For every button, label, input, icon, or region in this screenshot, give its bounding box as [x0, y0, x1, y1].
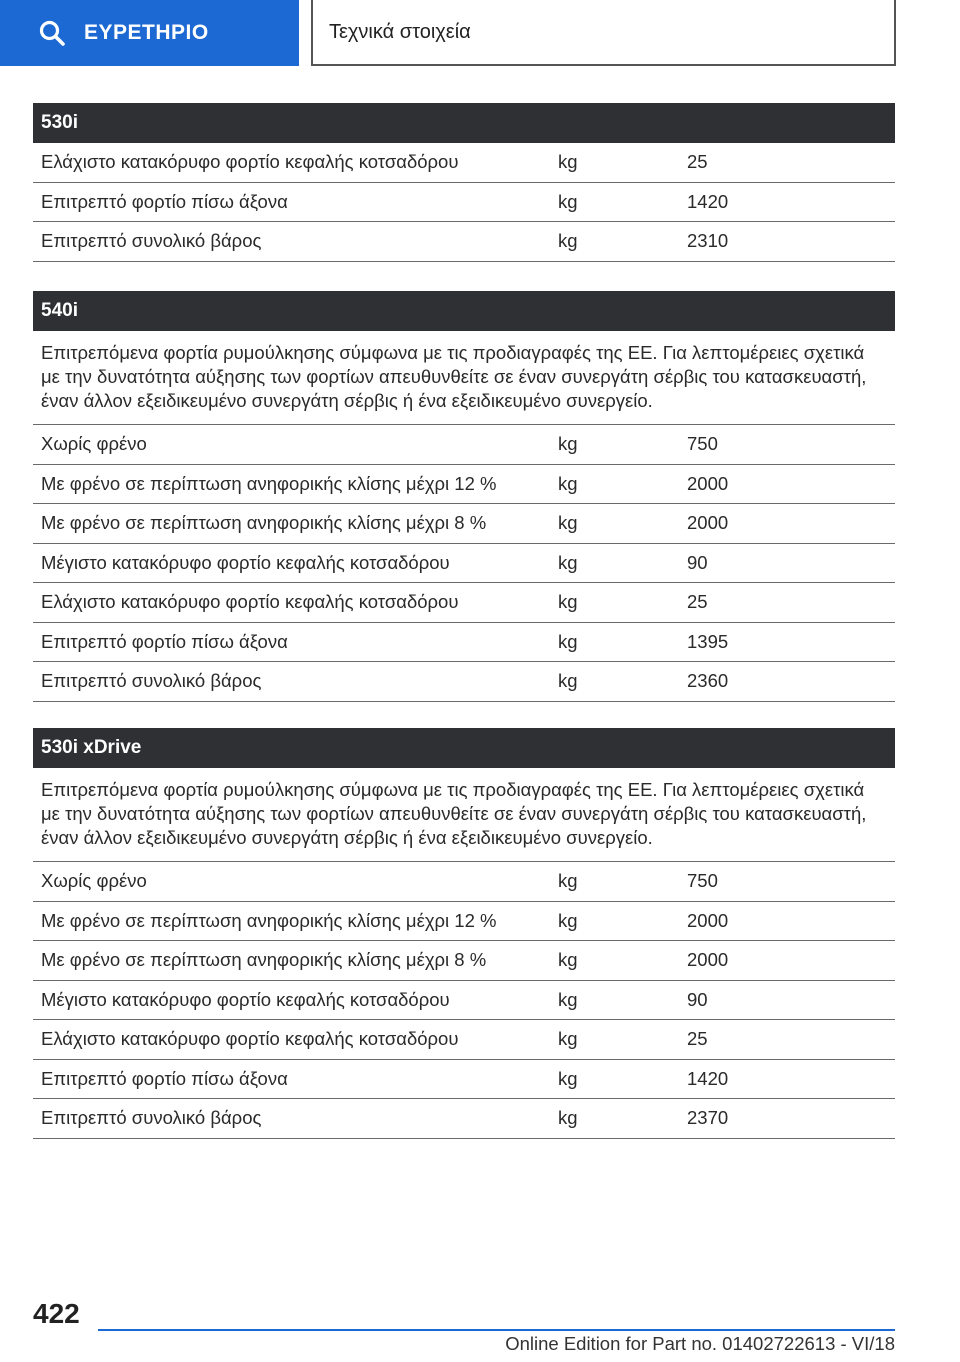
- table-title: 540i: [33, 291, 895, 331]
- row-unit: kg: [558, 1028, 578, 1050]
- row-label: Με φρένο σε περίπτωση ανηφορικής κλίσης μέχρι 12 %: [41, 909, 497, 931]
- index-button[interactable]: [0, 0, 299, 66]
- row-value: 1420: [687, 190, 729, 212]
- spec-table-540i: [33, 291, 895, 702]
- row-unit: kg: [558, 512, 578, 534]
- table-row: [33, 504, 895, 544]
- row-unit: kg: [558, 1107, 578, 1129]
- table-row: [33, 862, 895, 902]
- table-title: 530i: [33, 103, 895, 143]
- row-label: Με φρένο σε περίπτωση ανηφορικής κλίσης μέχρι 8 %: [41, 949, 487, 971]
- footer-divider: [98, 1329, 895, 1331]
- row-value: 25: [687, 591, 708, 613]
- row-value: 90: [687, 988, 708, 1010]
- row-value: 25: [687, 1028, 708, 1050]
- row-label: Με φρένο σε περίπτωση ανηφορικής κλίσης μέχρι 8 %: [41, 512, 487, 534]
- table-row: [33, 222, 895, 262]
- edition-text: Online Edition for Part no. 01402722613 - VI/18: [505, 1333, 895, 1354]
- search-icon: [38, 19, 66, 47]
- row-label: Επιτρεπτό συνολικό βάρος: [41, 230, 262, 252]
- table-row: [33, 583, 895, 623]
- row-label: Ελάχιστο κατακόρυφο φορτίο κεφαλής κοτσαδόρου: [41, 591, 459, 613]
- table-row: [33, 1060, 895, 1100]
- table-row: [33, 662, 895, 702]
- row-value: 25: [687, 151, 708, 173]
- row-value: 2310: [687, 230, 729, 252]
- row-unit: kg: [558, 1067, 578, 1089]
- row-unit: kg: [558, 870, 578, 892]
- table-row: [33, 1020, 895, 1060]
- row-value: 2370: [687, 1107, 729, 1129]
- header: [0, 0, 960, 66]
- table-note: Επιτρεπόμενα φορτία ρυμούλκησης σύμφωνα με τις προδιαγραφές της ΕΕ. Για λεπτομέρειες σχετικά με την δυνατότητα αύξησης των φορτίων απευθυνθείτε σε έναν συνεργάτη σέρβις του κατασκευαστή, έναν άλλον εξειδικευμένο συνεργάτη σέρβις ή ένα εξειδικευμένο συνεργείο.: [33, 331, 895, 425]
- row-label: Χωρίς φρένο: [41, 870, 147, 892]
- row-unit: kg: [558, 909, 578, 931]
- row-label: Επιτρεπτό φορτίο πίσω άξονα: [41, 630, 288, 652]
- row-label: Επιτρεπτό συνολικό βάρος: [41, 1107, 262, 1129]
- row-value: 2000: [687, 949, 729, 971]
- table-row: [33, 981, 895, 1021]
- row-value: 2000: [687, 472, 729, 494]
- row-value: 1420: [687, 1067, 729, 1089]
- row-unit: kg: [558, 988, 578, 1010]
- table-row: [33, 465, 895, 505]
- table-row: [33, 183, 895, 223]
- row-unit: kg: [558, 433, 578, 455]
- row-value: 2000: [687, 512, 729, 534]
- row-unit: kg: [558, 230, 578, 252]
- page-number: 422: [33, 1298, 80, 1329]
- spec-table-530i: [33, 103, 895, 262]
- table-note: Επιτρεπόμενα φορτία ρυμούλκησης σύμφωνα με τις προδιαγραφές της ΕΕ. Για λεπτομέρειες σχετικά με την δυνατότητα αύξησης των φορτίων απευθυνθείτε σε έναν συνεργάτη σέρβις του κατασκευαστή, έναν άλλον εξειδικευμένο συνεργάτη σέρβις ή ένα εξειδικευμένο συνεργείο.: [33, 768, 895, 862]
- row-unit: kg: [558, 949, 578, 971]
- spec-table-530i-xdrive: [33, 728, 895, 1139]
- row-label: Επιτρεπτό φορτίο πίσω άξονα: [41, 190, 288, 212]
- row-unit: kg: [558, 472, 578, 494]
- table-row: [33, 544, 895, 584]
- section-title[interactable]: Τεχνικά στοιχεία: [311, 0, 896, 66]
- table-row: [33, 941, 895, 981]
- table-row: [33, 1099, 895, 1139]
- row-value: 90: [687, 551, 708, 573]
- row-unit: kg: [558, 151, 578, 173]
- row-unit: kg: [558, 591, 578, 613]
- row-label: Επιτρεπτό φορτίο πίσω άξονα: [41, 1067, 288, 1089]
- row-unit: kg: [558, 551, 578, 573]
- row-label: Μέγιστο κατακόρυφο φορτίο κεφαλής κοτσαδόρου: [41, 988, 450, 1010]
- table-row: [33, 143, 895, 183]
- row-label: Επιτρεπτό συνολικό βάρος: [41, 670, 262, 692]
- row-unit: kg: [558, 630, 578, 652]
- row-value: 750: [687, 870, 718, 892]
- table-title: 530i xDrive: [33, 728, 895, 768]
- index-label: ΕΥΡΕΤΗΡΙΟ: [84, 21, 209, 44]
- row-label: Ελάχιστο κατακόρυφο φορτίο κεφαλής κοτσαδόρου: [41, 1028, 459, 1050]
- table-row: [33, 425, 895, 465]
- row-label: Ελάχιστο κατακόρυφο φορτίο κεφαλής κοτσαδόρου: [41, 151, 459, 173]
- row-unit: kg: [558, 670, 578, 692]
- row-value: 1395: [687, 630, 729, 652]
- row-value: 750: [687, 433, 718, 455]
- table-row: [33, 902, 895, 942]
- row-value: 2000: [687, 909, 729, 931]
- row-label: Χωρίς φρένο: [41, 433, 147, 455]
- row-unit: kg: [558, 190, 578, 212]
- table-row: [33, 623, 895, 663]
- row-value: 2360: [687, 670, 729, 692]
- row-label: Με φρένο σε περίπτωση ανηφορικής κλίσης μέχρι 12 %: [41, 472, 497, 494]
- row-label: Μέγιστο κατακόρυφο φορτίο κεφαλής κοτσαδόρου: [41, 551, 450, 573]
